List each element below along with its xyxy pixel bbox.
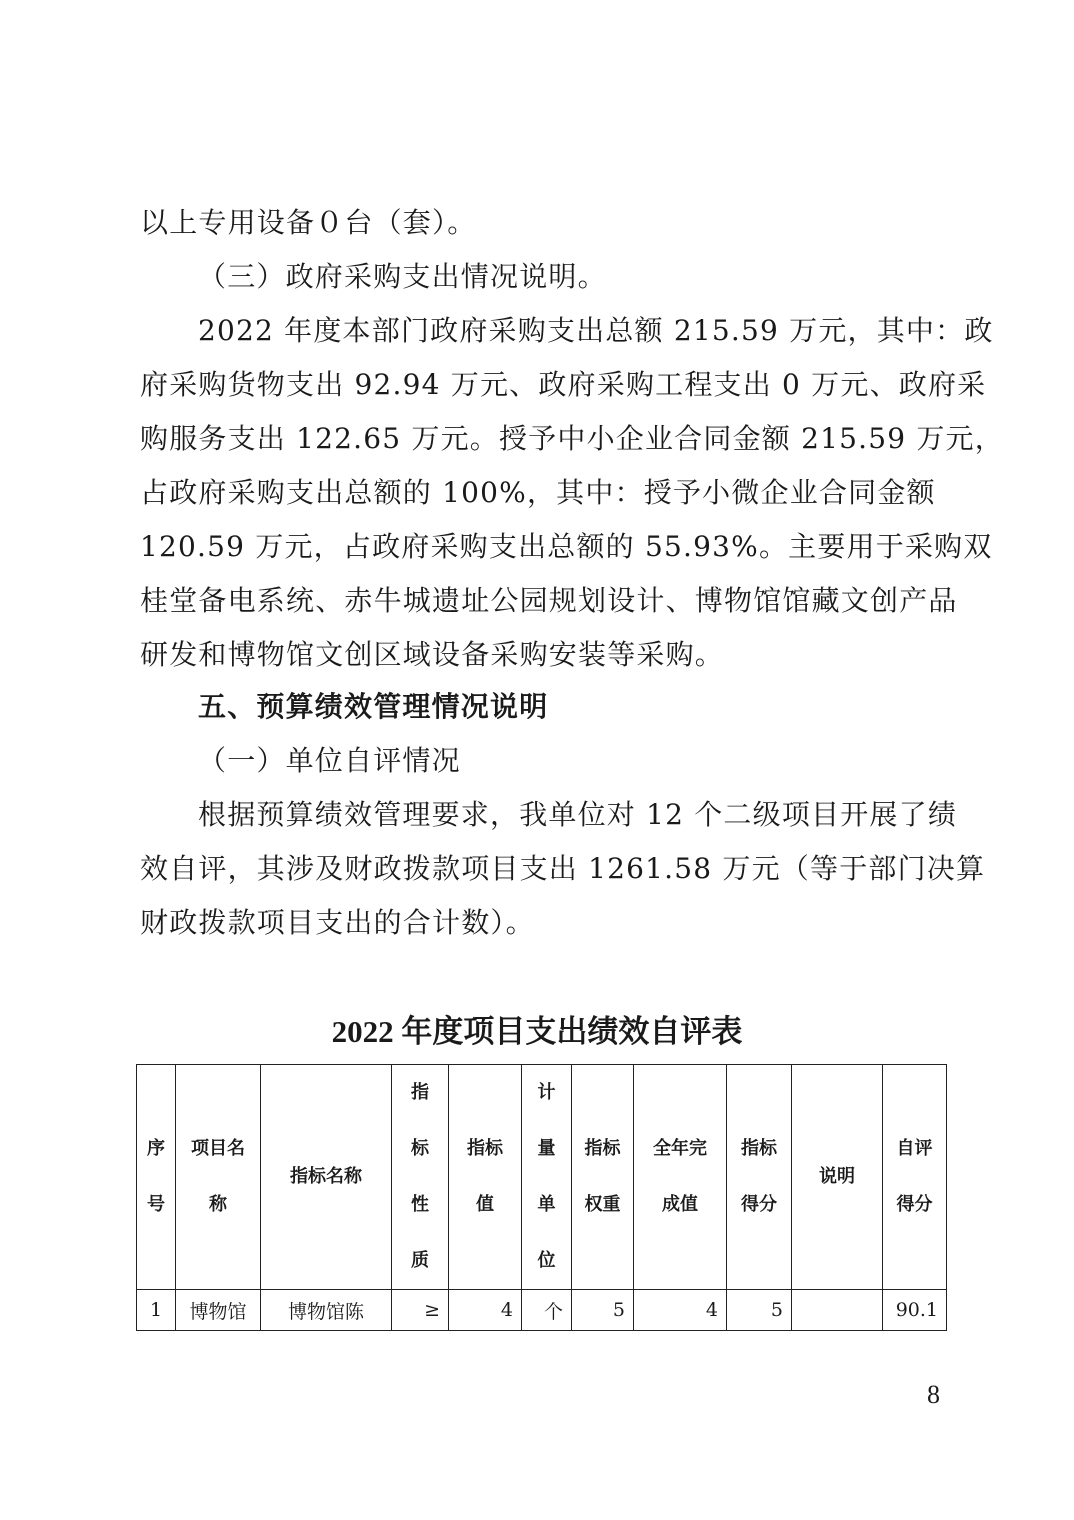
header-remark: 说明 [792,1065,883,1290]
table-title: 2022 年度项目支出绩效自评表 [331,1014,743,1049]
body-line-12: 根据预算绩效管理要求，我单位对 12 个二级项目开展了绩 [198,798,958,831]
body-line-7: 120.59 万元，占政府采购支出总额的 55.93%。主要用于采购双 [140,530,993,563]
body-line-9: 研发和博物馆文创区域设备采购安装等采购。 [140,638,725,671]
body-line-1: 以上专用设备０台（套）。 [140,206,477,239]
header-weight: 指标 权重 [572,1065,634,1290]
cell-indicator-name: 博物馆陈 [261,1290,392,1331]
cell-score: 5 [727,1290,792,1331]
body-line-6: 占政府采购支出总额的 100%，其中：授予小微企业合同金额 [140,476,936,509]
header-indicator-value: 指标 值 [449,1065,522,1290]
cell-seq: 1 [137,1290,176,1331]
section-heading-procurement: （三）政府采购支出情况说明。 [198,260,607,293]
page-number: 8 [927,1380,940,1409]
header-unit: 计 量 单 位 [522,1065,572,1290]
body-line-13: 效自评，其涉及财政拨款项目支出 1261.58 万元（等于部门决算 [140,852,986,885]
header-annual-completion: 全年完 成值 [634,1065,727,1290]
cell-annual-completion: 4 [634,1290,727,1331]
subsection-heading-self-eval: （一）单位自评情况 [198,744,461,777]
cell-project-name: 博物馆 [176,1290,261,1331]
header-project-name: 项目名 称 [176,1065,261,1290]
cell-remark [792,1290,883,1331]
cell-unit: 个 [522,1290,572,1331]
body-line-5: 购服务支出 122.65 万元。授予中小企业合同金额 215.59 万元， [140,422,1004,455]
section-heading-performance: 五、预算绩效管理情况说明 [198,690,549,723]
body-line-4: 府采购货物支出 92.94 万元、政府采购工程支出 0 万元、政府采 [140,368,987,401]
performance-table [136,1064,947,1331]
table-header-row [137,1065,947,1290]
cell-indicator-value: 4 [449,1290,522,1331]
header-score: 指标 得分 [727,1065,792,1290]
cell-weight: 5 [572,1290,634,1331]
body-line-3: 2022 年度本部门政府采购支出总额 215.59 万元，其中：政 [198,314,994,347]
table-row [137,1290,947,1331]
cell-self-score: 90.1 [883,1290,947,1331]
cell-indicator-nature: ≥ [392,1290,449,1331]
body-line-14: 财政拨款项目支出的合计数）。 [140,906,535,939]
header-indicator-name: 指标名称 [261,1065,392,1290]
header-seq: 序 号 [137,1065,176,1290]
body-line-8: 桂堂备电系统、赤牛城遗址公园规划设计、博物馆馆藏文创产品 [140,584,958,617]
header-self-score: 自评 得分 [883,1065,947,1290]
header-indicator-nature: 指 标 性 质 [392,1065,449,1290]
